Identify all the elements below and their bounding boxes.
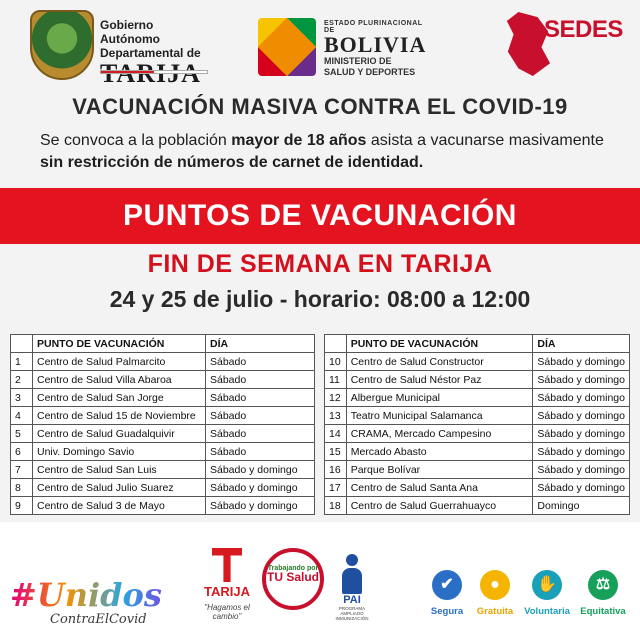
row-day: Sábado (206, 371, 315, 389)
tarija-government-logo (30, 10, 210, 82)
row-day: Sábado (206, 425, 315, 443)
row-number: 3 (11, 389, 33, 407)
table-row (11, 479, 315, 497)
row-place: Centro de Salud Guerrahuayco (346, 497, 533, 515)
table-row (325, 425, 630, 443)
row-place: Teatro Municipal Salamanca (346, 407, 533, 425)
row-place: Centro de Salud Guadalquivir (33, 425, 206, 443)
row-number: 17 (325, 479, 347, 497)
header-number (11, 335, 33, 353)
header-day: DÍA (206, 335, 315, 353)
row-day: Sábado (206, 389, 315, 407)
row-number: 15 (325, 443, 347, 461)
row-place: Centro de Salud San Luis (33, 461, 206, 479)
row-day: Sábado y domingo (206, 497, 315, 515)
table-row (325, 443, 630, 461)
row-place: Parque Bolívar (346, 461, 533, 479)
badge-label: Segura (430, 606, 464, 617)
row-number: 13 (325, 407, 347, 425)
row-place: Centro de Salud Julio Suarez (33, 479, 206, 497)
bolivia-ministry-logo (258, 14, 428, 84)
header-logos (0, 0, 640, 92)
row-number: 5 (11, 425, 33, 443)
badge-voluntaria (518, 570, 576, 617)
row-number: 4 (11, 407, 33, 425)
row-place: Centro de Salud Constructor (346, 353, 533, 371)
table-row (11, 371, 315, 389)
tarija-footer-slogan: "Hagamos el cambio" (204, 603, 250, 621)
table-row (325, 461, 630, 479)
row-number: 16 (325, 461, 347, 479)
table-row (11, 389, 315, 407)
table-row (11, 461, 315, 479)
row-day: Sábado y domingo (533, 371, 630, 389)
tarija-t-icon (212, 548, 242, 582)
row-number: 14 (325, 425, 347, 443)
pai-label: PAI (343, 594, 361, 606)
row-day: Sábado y domingo (533, 407, 630, 425)
row-number: 11 (325, 371, 347, 389)
scale-icon: ⚖ (588, 570, 618, 600)
table-row (325, 407, 630, 425)
row-number: 10 (325, 353, 347, 371)
vaccination-points-table-left (10, 334, 315, 515)
row-place: Mercado Abasto (346, 443, 533, 461)
row-day: Sábado y domingo (533, 443, 630, 461)
row-day: Sábado (206, 353, 315, 371)
row-place: Centro de Salud Néstor Paz (346, 371, 533, 389)
intro-text (40, 130, 620, 174)
row-number: 12 (325, 389, 347, 407)
banner (0, 188, 640, 244)
header-day: DÍA (533, 335, 630, 353)
trabajando-por-tu-salud-seal (262, 548, 324, 610)
bolivia-emblem-icon (258, 18, 316, 76)
row-day: Sábado y domingo (533, 353, 630, 371)
row-number: 2 (11, 371, 33, 389)
sedes-logo-name: SEDES (544, 16, 623, 43)
row-day: Sábado y domingo (533, 461, 630, 479)
row-day: Sábado y domingo (206, 461, 315, 479)
row-day: Sábado (206, 407, 315, 425)
table-header-row (11, 335, 315, 353)
pai-logo (332, 554, 372, 624)
table-row (325, 389, 630, 407)
row-day: Sábado (206, 443, 315, 461)
tarija-flag-stripe (100, 70, 208, 74)
row-day: Sábado y domingo (533, 425, 630, 443)
unidos-subtext: ContraElCovid (50, 612, 147, 627)
badge-label: Equitativa (580, 606, 626, 617)
dates-schedule: 24 y 25 de julio - horario: 08:00 a 12:00 (109, 286, 531, 312)
row-place: Univ. Domingo Savio (33, 443, 206, 461)
salud-seal-big: TU Salud (266, 570, 319, 584)
badge-label: Gratuita (476, 606, 514, 617)
unidos-contra-el-covid-logo (10, 578, 180, 628)
row-place: CRAMA, Mercado Campesino (346, 425, 533, 443)
table-row (11, 407, 315, 425)
tarija-logo-line2: Departamental de (100, 46, 201, 60)
subtitle: FIN DE SEMANA EN TARIJA (147, 250, 493, 278)
intro-part1: Se convoca a la población (40, 132, 232, 149)
table-row (325, 371, 630, 389)
table-row (11, 497, 315, 515)
vaccination-points-table-right (324, 334, 630, 515)
row-day: Domingo (533, 497, 630, 515)
table-row (11, 353, 315, 371)
bolivia-logo-small: ESTADO PLURINACIONAL DE (324, 20, 423, 34)
page-title: VACUNACIÓN MASIVA CONTRA EL COVID-19 (72, 94, 568, 119)
row-number: 18 (325, 497, 347, 515)
person-icon (337, 554, 367, 594)
intro-part2: asista a vacunarse masivamente (366, 132, 604, 149)
row-place: Centro de Salud San Jorge (33, 389, 206, 407)
row-place: Centro de Salud Santa Ana (346, 479, 533, 497)
salud-seal-line: Trabajando por (267, 565, 319, 572)
table-row (11, 425, 315, 443)
badge-gratuita (466, 570, 524, 617)
footer (0, 522, 640, 640)
tarija-footer-logo (196, 548, 258, 630)
row-number: 1 (11, 353, 33, 371)
banner-title: PUNTOS DE VACUNACIÓN (123, 199, 517, 232)
tarija-footer-name: TARIJA (204, 584, 250, 599)
header-place: PUNTO DE VACUNACIÓN (346, 335, 533, 353)
row-place: Albergue Municipal (346, 389, 533, 407)
row-number: 7 (11, 461, 33, 479)
tarija-logo-name (100, 60, 210, 88)
tarija-shield-icon (30, 10, 94, 80)
row-place: Centro de Salud Villa Abaroa (33, 371, 206, 389)
intro-bold: mayor de 18 años (231, 132, 367, 149)
hand-icon: ✋ (532, 570, 562, 600)
tarija-logo-line1: Gobierno Autónomo (100, 18, 160, 46)
row-day: Sábado y domingo (206, 479, 315, 497)
table-header-row (325, 335, 630, 353)
table-row (325, 497, 630, 515)
row-number: 8 (11, 479, 33, 497)
header-place: PUNTO DE VACUNACIÓN (33, 335, 206, 353)
sedes-logo (502, 10, 623, 82)
row-place: Centro de Salud 15 de Noviembre (33, 407, 206, 425)
table-row (325, 353, 630, 371)
unidos-text: #Unidos (10, 578, 180, 612)
row-place: Centro de Salud Palmarcito (33, 353, 206, 371)
intro-line2: sin restricción de números de carnet de identidad. (40, 154, 424, 171)
pai-subtext: PROGRAMA AMPLIADO INMUNIZACIÓN (335, 606, 369, 621)
ministry-line1: MINISTERIO DE (324, 56, 392, 66)
table-row (11, 443, 315, 461)
row-place: Centro de Salud 3 de Mayo (33, 497, 206, 515)
coin-icon: ● (480, 570, 510, 600)
table-row (325, 479, 630, 497)
bolivia-logo-name: BOLIVIA (324, 32, 427, 57)
badge-label: Voluntaria (524, 606, 570, 617)
row-day: Sábado y domingo (533, 479, 630, 497)
shield-icon: ✔ (432, 570, 462, 600)
row-number: 6 (11, 443, 33, 461)
row-day: Sábado y domingo (533, 389, 630, 407)
badge-equitativa (574, 570, 632, 617)
header-number (325, 335, 347, 353)
ministry-line2: SALUD Y DEPORTES (324, 67, 416, 77)
row-number: 9 (11, 497, 33, 515)
